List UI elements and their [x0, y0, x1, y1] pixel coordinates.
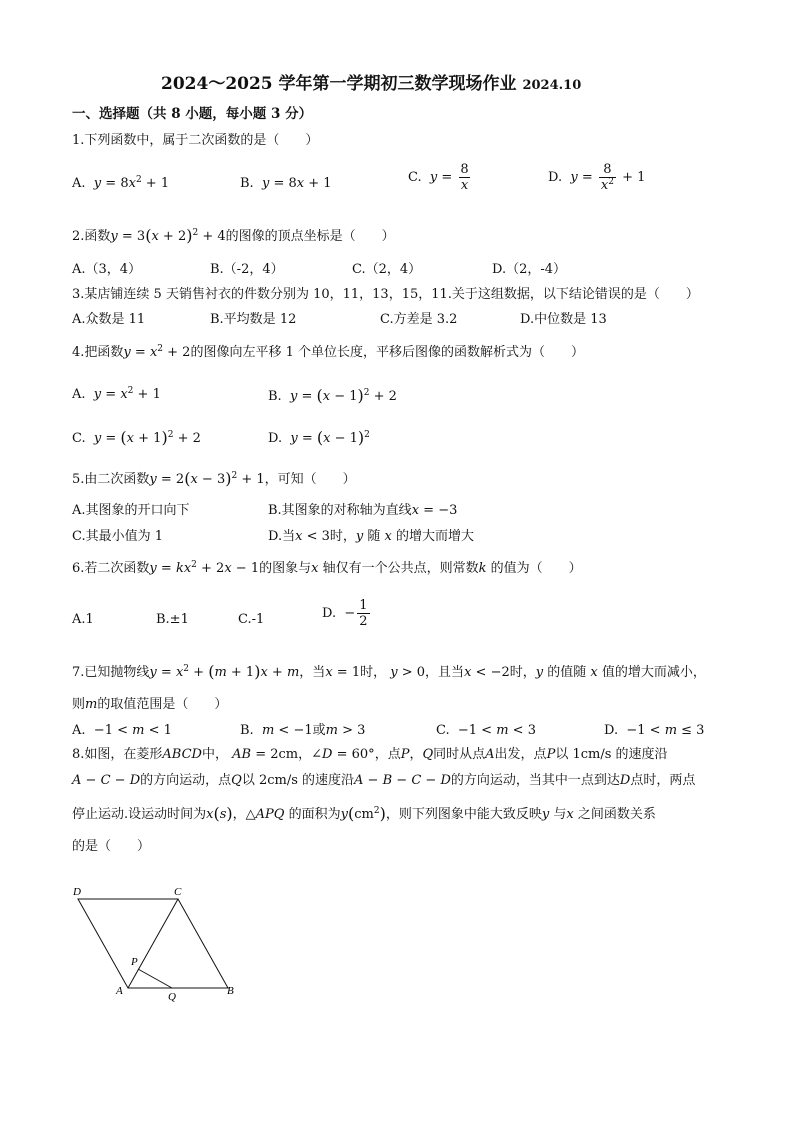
q8-line3: 停止运动.设运动时间为x(s)，△APQ 的面积为$y(cm^2)$，则下列图象中能大致反映y 与x 之间函数关系 — [72, 804, 656, 823]
q5-option-b: B.其图象的对称轴为直线x = −3 — [268, 503, 458, 518]
point-label-q: Q — [168, 991, 176, 1003]
q6-stem: 6.若二次函数$y = kx^2 + 2x - 1$的图象与x 轴仅有一个公共点，则常数k 的值为（ ） — [72, 560, 582, 576]
q3-option-d: D.中位数是 13 — [520, 312, 607, 327]
q1-option-a: A. $y = 8x^2 + 1$ — [72, 175, 170, 191]
q1-option-b: B. y = 8x + 1 — [240, 176, 332, 191]
q2-option-a: A.（3，4） — [72, 262, 142, 277]
q5-option-d: D.当x < 3时，y 随 x 的增大而增大 — [268, 529, 475, 544]
q7-option-d: D. −1 < m ≤ 3 — [604, 723, 705, 738]
q3-stem: 3.某店铺连续 5 天销售衬衣的件数分别为 10，11，13，15，11.关于这组数据，以下结论错误的是（ ） — [72, 287, 699, 302]
q4-option-d: D. $y = (x - 1)^2$ — [268, 428, 370, 447]
q8-line2: A − C − D的方向运动，点Q以 2cm/s 的速度沿A − B − C − D的方向运动，当其中一点到达D点时，两点 — [72, 773, 696, 788]
q5-option-c: C.其最小值为 1 — [72, 529, 164, 544]
q6-option-d: D. − $\frac{1}{2}$ — [322, 598, 368, 629]
q6-option-c: C.-1 — [238, 612, 265, 627]
q7-option-c: C. −1 < m < 3 — [436, 723, 536, 738]
title-text: 2024～2025 学年第一学期初三数学现场作业 — [161, 74, 517, 94]
section-heading: 一、选择题（共 8 小题，每小题 3 分） — [72, 106, 313, 122]
q8-line1: 8.如图，在菱形ABCD中， AB = 2cm，∠D = 60°，点P，Q同时从点A出发，点P以 1cm/s 的速度沿 — [72, 747, 668, 762]
q2-option-b: B.（-2，4） — [210, 262, 284, 277]
q5-stem: 5.由二次函数$y = 2(x - 3)^2 + 1$，可知（ ） — [72, 469, 356, 488]
q1-option-d: D. y = $\frac{8}{x^2}$ + 1 — [548, 162, 646, 193]
q8-line4: 的是（ ） — [72, 839, 151, 854]
q5-option-a: A.其图象的开口向下 — [72, 503, 190, 518]
point-label-d: D — [73, 886, 81, 898]
point-label-c: C — [174, 886, 182, 898]
q6-option-a: A.1 — [72, 612, 94, 627]
point-label-a: A — [116, 985, 123, 997]
q3-option-c: C.方差是 3.2 — [380, 312, 458, 327]
title-date: 2024.10 — [522, 78, 582, 93]
point-label-p: P — [131, 956, 138, 968]
diagonal-ac — [128, 899, 178, 988]
page-title — [161, 76, 581, 93]
point-label-b: B — [227, 985, 234, 997]
q2-option-d: D.（2，-4） — [492, 262, 567, 277]
segment-pq — [138, 969, 172, 988]
q2-option-c: C.（2，4） — [352, 262, 422, 277]
q3-option-b: B.平均数是 12 — [210, 312, 297, 327]
q6-option-b: B.±1 — [156, 612, 189, 627]
q7-stem: 7.已知抛物线$y = x^2 + (m + 1)x + m$，当x = 1时， y > 0，且当x < −2时，y 的值随 x 值的增大而减小， — [72, 662, 706, 681]
q4-option-a: A. $y = x^2 + 1$ — [72, 386, 161, 402]
q3-option-a: A.众数是 11 — [72, 312, 146, 327]
q4-stem: 4.把函数$y = x^2 + 2$的图像向左平移 1 个单位长度，平移后图像的函数解析式为（ ） — [72, 344, 584, 360]
rhombus-figure — [70, 884, 250, 1006]
q7-option-a: A. −1 < m < 1 — [72, 723, 172, 738]
q4-option-b: B. $y = (x - 1)^2 + 2$ — [268, 386, 397, 405]
q2-stem: 2.函数$y = 3(x + 2)^2 + 4$的图像的顶点坐标是（ ） — [72, 226, 395, 245]
q1-stem: 1.下列函数中，属于二次函数的是（ ） — [72, 133, 319, 148]
q7-option-b: B. m < −1或m > 3 — [240, 723, 366, 738]
q1-option-c: C. y = $\frac{8}{x}$ — [408, 162, 469, 193]
q7-stem-line2: 则m的取值范围是（ ） — [72, 697, 228, 712]
q4-option-c: C. $y = (x + 1)^2 + 2$ — [72, 428, 201, 447]
